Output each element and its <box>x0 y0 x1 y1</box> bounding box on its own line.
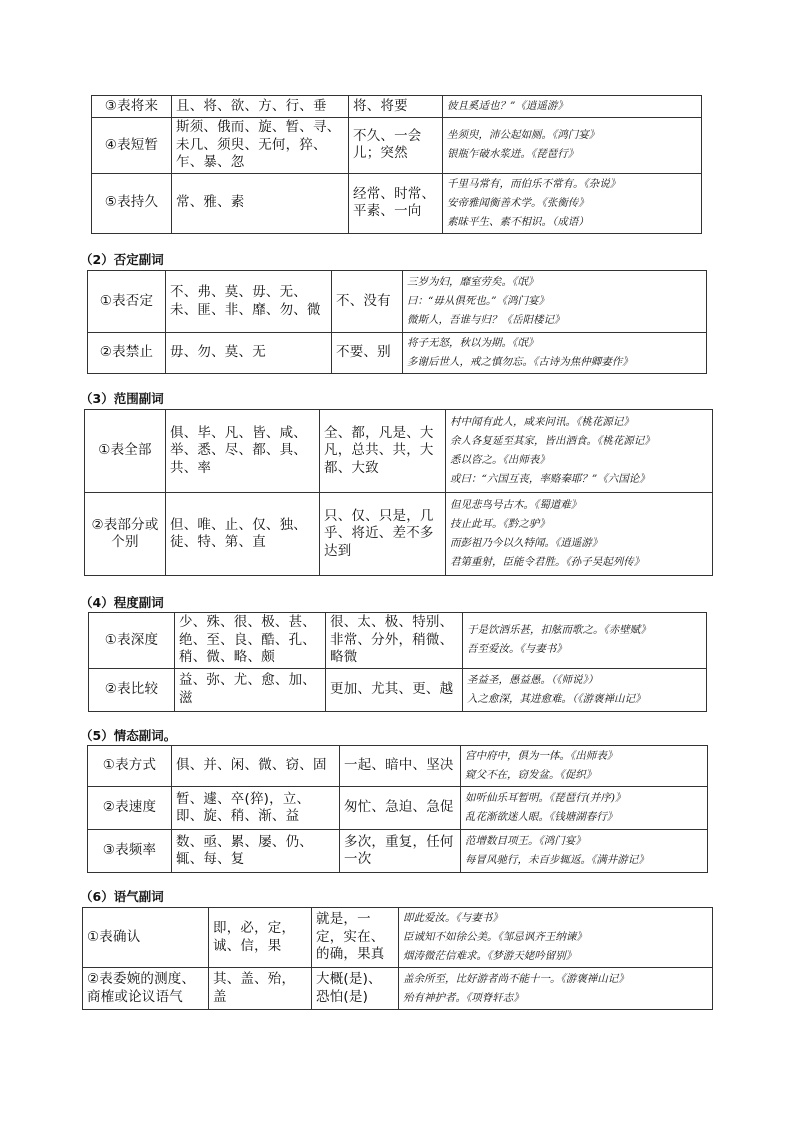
examples-cell <box>446 410 713 493</box>
adverb-words-cell: 斯须、俄而、旋、暂、寻、未几、须臾、无何，猝、乍、暴、忽 <box>172 118 349 174</box>
example-line: 三岁为妇，靡室劳矣。《氓》 <box>407 276 539 288</box>
table-row <box>88 787 708 830</box>
adverb-words-cell: 且、将、欲、方、行、垂 <box>172 96 349 118</box>
adverb-table <box>87 270 707 374</box>
meaning-cell: 不要、别 <box>332 333 403 374</box>
example-line: 或曰：“六国互丧，率赂秦耶？”《六国论》 <box>450 473 650 485</box>
example-line: 但见悲鸟号古木。《蜀道难》 <box>450 499 582 511</box>
table-row <box>83 908 713 968</box>
adverb-table <box>91 95 702 234</box>
meaning-cell: 一起、暗中、坚决 <box>340 746 461 787</box>
meaning-cell: 大概(是)、恐怕(是) <box>312 968 399 1010</box>
example-line: 千里马常有，而伯乐不常有。《杂说》 <box>447 177 621 190</box>
adverb-words-cell: 毋、勿、莫、无 <box>166 333 332 374</box>
example-line: 村中闻有此人，咸来问讯。《桃花源记》 <box>450 416 634 428</box>
example-line: 殆有神护者。《项脊轩志》 <box>403 991 524 1004</box>
table-row <box>89 668 707 711</box>
adverb-words-cell: 俱、并、闲、微、窃、固 <box>172 746 340 787</box>
example-line: 于是饮酒乐甚，扣舷而歌之。《赤壁赋》 <box>467 624 651 637</box>
table-row <box>92 173 702 233</box>
category-cell: ③表将来 <box>92 96 172 118</box>
adverb-table <box>88 612 707 712</box>
meaning-cell: 匆忙、急迫、急促 <box>340 787 461 830</box>
example-line: 入之愈深，其进愈难。（《游褒禅山记》 <box>467 692 646 705</box>
example-line: 微斯人，吾谁与归？《岳阳楼记》 <box>407 314 565 326</box>
section-heading: （4）程度副词 <box>80 595 164 610</box>
example-line: 素昧平生、素不相识。（成语） <box>447 215 589 228</box>
table-row <box>85 410 713 493</box>
category-cell: ②表速度 <box>88 787 172 830</box>
example-line: 悉以咨之。《出师表》 <box>450 454 550 466</box>
example-line: 乱花渐欲迷人眼。《钱塘湖春行》 <box>465 811 618 823</box>
examples-cell <box>443 96 702 118</box>
example-line: 吾至爱汝。《与妻书》 <box>467 643 567 656</box>
example-line: 彼且奚适也？”《逍遥游》 <box>447 100 568 112</box>
example-line: 君第重射，臣能令君胜。《孙子吴起列传》 <box>450 556 645 568</box>
adverb-words-cell: 俱、毕、凡、皆、咸、举、悉、尽、都、具、共、率 <box>166 410 320 493</box>
category-cell: ②表比较 <box>89 668 175 711</box>
table-row <box>88 333 707 374</box>
example-line: 曰：“毋从俱死也。”《鸿门宴》 <box>407 295 549 307</box>
examples-cell <box>446 493 713 576</box>
table-row <box>88 271 707 333</box>
table-row <box>83 968 713 1010</box>
category-cell: ③表频率 <box>88 830 172 873</box>
examples-cell <box>463 668 707 711</box>
table-row <box>88 746 708 787</box>
example-line: 窥父不在，窃发盆。《促织》 <box>465 769 597 781</box>
category-cell: ④表短暂 <box>92 118 172 174</box>
example-line: 烟涛微茫信难求。《梦游天姥吟留别》 <box>403 950 577 962</box>
category-cell: ①表否定 <box>88 271 166 333</box>
adverb-words-cell: 不、弗、莫、毋、无、未、匪、非、靡、勿、微 <box>166 271 332 333</box>
table-row <box>88 830 708 873</box>
table-row <box>85 493 713 576</box>
example-line: 安帝雅闻衡善术学。《张衡传》 <box>447 196 589 209</box>
adverb-words-cell: 但、唯、止、仅、独、徒、特、第、直 <box>166 493 320 576</box>
category-cell: ①表确认 <box>83 908 209 968</box>
adverb-table <box>82 907 713 1010</box>
meaning-cell: 全、都，凡是、大凡，总共、共，大都、大致 <box>320 410 446 493</box>
table-row <box>92 96 702 118</box>
adverb-words-cell: 益、弥、尤、愈、加、滋 <box>175 668 326 711</box>
adverb-words-cell: 常、雅、素 <box>172 173 349 233</box>
meaning-cell: 将、将要 <box>349 96 443 118</box>
example-line: 盖余所至，比好游者尚不能十一。《游褒禅山记》 <box>403 972 629 985</box>
example-line: 臣诚知不如徐公美。《邹忌讽齐王纳谏》 <box>403 931 587 943</box>
meaning-cell: 经常、时常、平素、一向 <box>349 173 443 233</box>
meaning-cell: 多次，重复，任何一次 <box>340 830 461 873</box>
example-line: 如听仙乐耳暂明。《琵琶行(并序)》 <box>465 792 626 804</box>
example-line: 即此爱汝。《与妻书》 <box>403 912 503 924</box>
category-cell: ①表方式 <box>88 746 172 787</box>
meaning-cell: 只、仅、只是，几乎、将近、差不多达到 <box>320 493 446 576</box>
category-cell: ②表禁止 <box>88 333 166 374</box>
meaning-cell: 就是，一定，实在、的确，果真 <box>312 908 399 968</box>
examples-cell <box>463 613 707 669</box>
adverb-words-cell: 其、盖、殆，盖 <box>209 968 312 1010</box>
table-row <box>92 118 702 174</box>
category-cell: ①表深度 <box>89 613 175 669</box>
meaning-cell: 更加、尤其、更、越 <box>326 668 463 711</box>
examples-cell <box>443 173 702 233</box>
examples-cell <box>399 968 713 1010</box>
example-line: 范增数目项王。《鸿门宴》 <box>465 835 586 847</box>
table-row <box>89 613 707 669</box>
meaning-cell: 不久、一会儿；突然 <box>349 118 443 174</box>
examples-cell <box>461 746 708 787</box>
example-line: 余人各复延至其家，皆出酒食。《桃花源记》 <box>450 435 655 447</box>
meaning-cell: 不、没有 <box>332 271 403 333</box>
meaning-cell: 很、太、极、特别、非常、分外，稍微、略微 <box>326 613 463 669</box>
example-line: 圣益圣，愚益愚。（《师说》） <box>467 673 599 686</box>
adverb-table <box>87 745 708 873</box>
example-line: 技止此耳。《黔之驴》 <box>450 518 550 530</box>
category-cell: ②表委婉的测度、商榷或论议语气 <box>83 968 209 1010</box>
adverb-table <box>84 409 713 576</box>
examples-cell <box>403 271 707 333</box>
example-line: 坐须臾，沛公起如厕。《鸿门宴》 <box>447 129 600 142</box>
adverb-words-cell: 数、亟、累、屡、仍、辄、每、复 <box>172 830 340 873</box>
example-line: 宫中府中，俱为一体。《出师表》 <box>465 750 618 762</box>
example-line: 银瓶乍破水浆迸。《琵琶行》 <box>447 148 579 161</box>
category-cell: ①表全部 <box>85 410 166 493</box>
examples-cell <box>443 118 702 174</box>
category-cell: ⑤表持久 <box>92 173 172 233</box>
example-line: 将子无怒，秋以为期。《氓》 <box>407 337 539 349</box>
section-heading: （6）语气副词 <box>80 889 164 904</box>
category-cell: ②表部分或个别 <box>85 493 166 576</box>
section-heading: （5）情态副词。 <box>80 728 177 743</box>
adverb-words-cell: 少、殊、很、极、甚、绝、至、良、酷、孔、稍、微、略、颇 <box>175 613 326 669</box>
section-heading: （2）否定副词 <box>80 252 164 267</box>
examples-cell <box>399 908 713 968</box>
examples-cell <box>403 333 707 374</box>
example-line: 每冒风驰行，未百步辄返。《满井游记》 <box>465 854 649 866</box>
examples-cell <box>461 830 708 873</box>
examples-cell <box>461 787 708 830</box>
adverb-words-cell: 即，必，定，诚、信，果 <box>209 908 312 968</box>
section-heading: （3）范围副词 <box>80 391 164 406</box>
adverb-words-cell: 暂、遽、卒(猝)，立、即、旋、稍、渐、益 <box>172 787 340 830</box>
example-line: 而彭祖乃今以久特闻。《逍遥游》 <box>450 537 603 549</box>
example-line: 多谢后世人，戒之慎勿忘。《古诗为焦仲卿妻作》 <box>407 356 633 368</box>
